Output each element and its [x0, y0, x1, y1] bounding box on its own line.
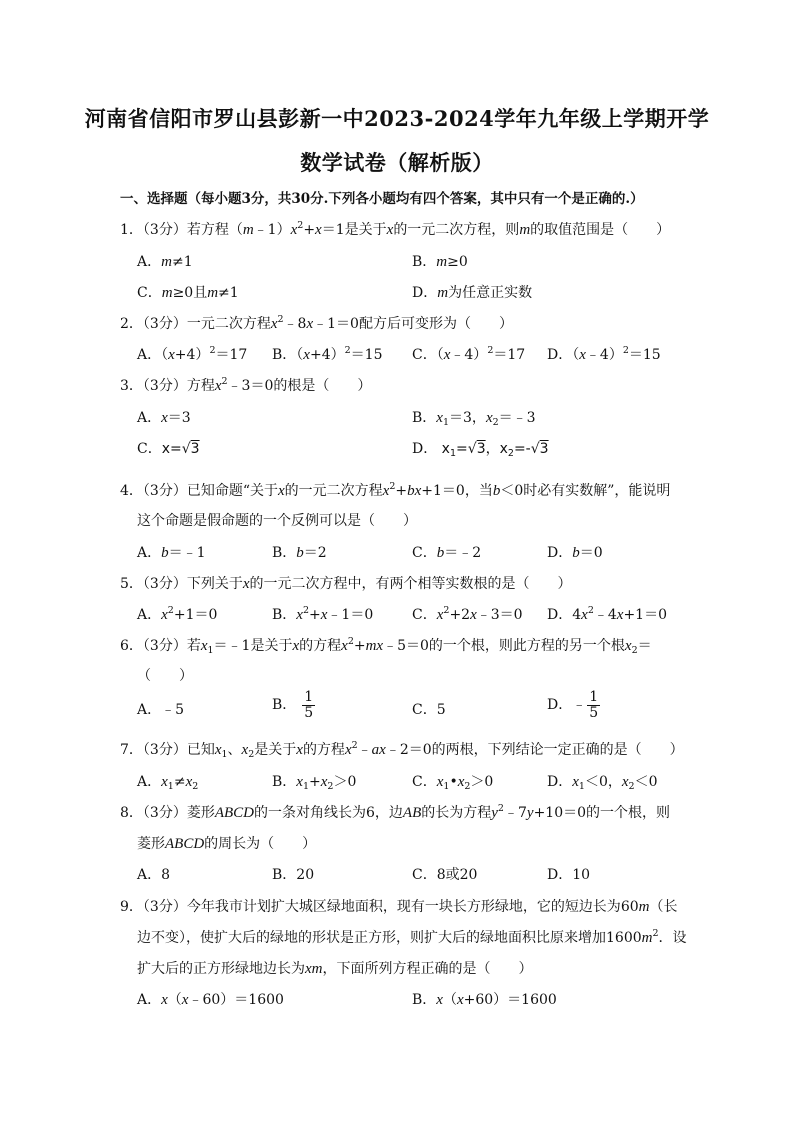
question-6: 6．（3分）若$x_1=﹣1$是关于x的方程$x^2+mx﹣5=0$的一个根，则此方程的另一个根$x_2=$ — [120, 636, 652, 656]
q5-option-b[interactable]: B．$x^2+x﹣1=0$ — [272, 605, 374, 623]
question-9-line-3: 扩大后的正方形绿地边长为xm，下面所列方程正确的是（ ） — [137, 961, 533, 977]
q8-option-a[interactable]: A．8 — [137, 867, 171, 883]
question-8: 8．（3分）菱形ABCD的一条对角线长为6，边AB的长为方程$y^2﹣7y+10=0$的一个根，则 — [120, 803, 671, 821]
q1-option-a[interactable]: A．m≠1 — [137, 254, 193, 270]
q1-option-c[interactable]: C．m≥0且m≠1 — [137, 285, 239, 301]
q8-option-c[interactable]: C．8或20 — [412, 867, 478, 883]
q4-option-b[interactable]: B．b＝2 — [272, 545, 327, 561]
q8-option-b[interactable]: B．20 — [272, 867, 315, 883]
q1-d-text: 为任意正实数 — [448, 285, 533, 301]
q8-option-d[interactable]: D．10 — [547, 867, 591, 883]
q7-option-a[interactable]: A．$x_1\ne x_2$ — [137, 774, 199, 792]
title-line-2: 数学试卷（解析版） — [300, 150, 494, 175]
q9-option-b[interactable]: B．x（x+60）＝1600 — [412, 992, 557, 1008]
question-9-line-2: 边不变），使扩大后的绿地的形状是正方形，则扩大后的绿地面积比原来增加$1600m^2$．设 — [137, 928, 687, 946]
section-heading: 一、选择题（每小题3分，共30分.下列各小题均有四个答案，其中只有一个是正确的.） — [120, 191, 644, 207]
question-4-line-2: 这个命题是假命题的一个反例可以是（ ） — [137, 513, 417, 529]
q1-option-b[interactable]: B．m≥0 — [412, 254, 468, 270]
question-4: 4．（3分）已知命题“关于x的一元二次方程$x^2+bx+1=0$，当b＜0时必有实数解”，能说明 — [120, 481, 671, 499]
question-3: 3．（3分）方程$x^2﹣3=0$的根是（ ） — [120, 376, 372, 394]
question-7: 7．（3分）已知$x_1$、$x_2$是关于x的方程$x^2﹣ax﹣2=0$的两根，下列结论一定正确的是（ ） — [120, 740, 684, 760]
q4-option-d[interactable]: D．b＝0 — [547, 545, 603, 561]
q2-option-b[interactable]: B．$(x+4)^2=15$ — [272, 345, 383, 363]
title-line-1: 河南省信阳市罗山县彭新一中2023-2024学年九年级上学期开学 — [84, 106, 710, 131]
q9-line-1: 9．（3分）今年我市计划扩大城区绿地面积，现有一块长方形绿地，它的短边长为 — [120, 899, 621, 915]
question-9: 9．（3分）今年我市计划扩大城区绿地面积，现有一块长方形绿地，它的短边长为60m（长 — [120, 899, 678, 915]
question-5: 5．（3分）下列关于x的一元二次方程中，有两个相等实数根的是（ ） — [120, 576, 572, 592]
q2-option-c[interactable]: C．（x﹣4）$^2$＝17 — [412, 345, 526, 363]
q9-line-2: 边不变），使扩大后的绿地的形状是正方形，则扩大后的绿地面积比原来增加 — [137, 930, 606, 946]
question-8-line-2: 菱形ABCD的周长为（ ） — [137, 836, 317, 852]
q7-option-b[interactable]: B．$x_1+x_2>0$ — [272, 774, 357, 792]
question-2: 2．（3分）一元二次方程$x^2﹣8x﹣1=0$配方后可变形为（ ） — [120, 314, 513, 332]
question-1: 1．（3分）若方程$(m﹣1)x^2+x=1$是关于x的一元二次方程，则m的取值范围是（ ） — [120, 220, 671, 238]
q7-option-d[interactable]: D．$x_1<0$，$x_2<0$ — [547, 774, 658, 792]
q5-option-c[interactable]: C．$x^2+2x﹣3=0$ — [412, 605, 523, 623]
question-6-line-2: （ ） — [137, 668, 193, 684]
q6-option-b[interactable]: B． $\frac{1}{5}$ — [272, 689, 314, 721]
q5-option-a[interactable]: A．$x^2+1=0$ — [137, 605, 218, 623]
q2-option-d[interactable]: D．（x﹣4）$^2$＝15 — [547, 345, 661, 363]
q3-option-a[interactable]: A．x＝3 — [137, 410, 191, 426]
q9-line-3-tail: ，下面所列方程正确的是（ ） — [322, 961, 533, 977]
q6-option-a[interactable]: A．﹣5 — [137, 702, 185, 718]
q2-option-a[interactable]: A．$(x+4)^2=17$ — [137, 345, 248, 363]
q6-option-c[interactable]: C．5 — [412, 702, 446, 718]
q3-option-d[interactable]: D． $x_1=√3$，$x_2=-√3$ — [412, 441, 549, 459]
q3-option-b[interactable]: B．$x_1=3$，$x_2=﹣3$ — [412, 410, 536, 428]
q6-option-d[interactable]: D．﹣ $\frac{1}{5}$ — [547, 689, 599, 721]
q8-line-2-tail: 的周长为（ ） — [204, 836, 317, 852]
q1-option-d[interactable]: D．m为任意正实数 — [412, 285, 533, 301]
q7-option-c[interactable]: C．$x_1•x_2>0$ — [412, 774, 494, 792]
q3-option-c[interactable]: C．x=√3 — [137, 441, 200, 457]
q9-option-a[interactable]: A．x（x﹣60）＝1600 — [137, 992, 284, 1008]
q4-option-a[interactable]: A．b＝﹣1 — [137, 545, 206, 561]
q4-option-c[interactable]: C．b＝﹣2 — [412, 545, 482, 561]
q5-option-d[interactable]: D．$4x^2﹣4x+1=0$ — [547, 605, 667, 623]
